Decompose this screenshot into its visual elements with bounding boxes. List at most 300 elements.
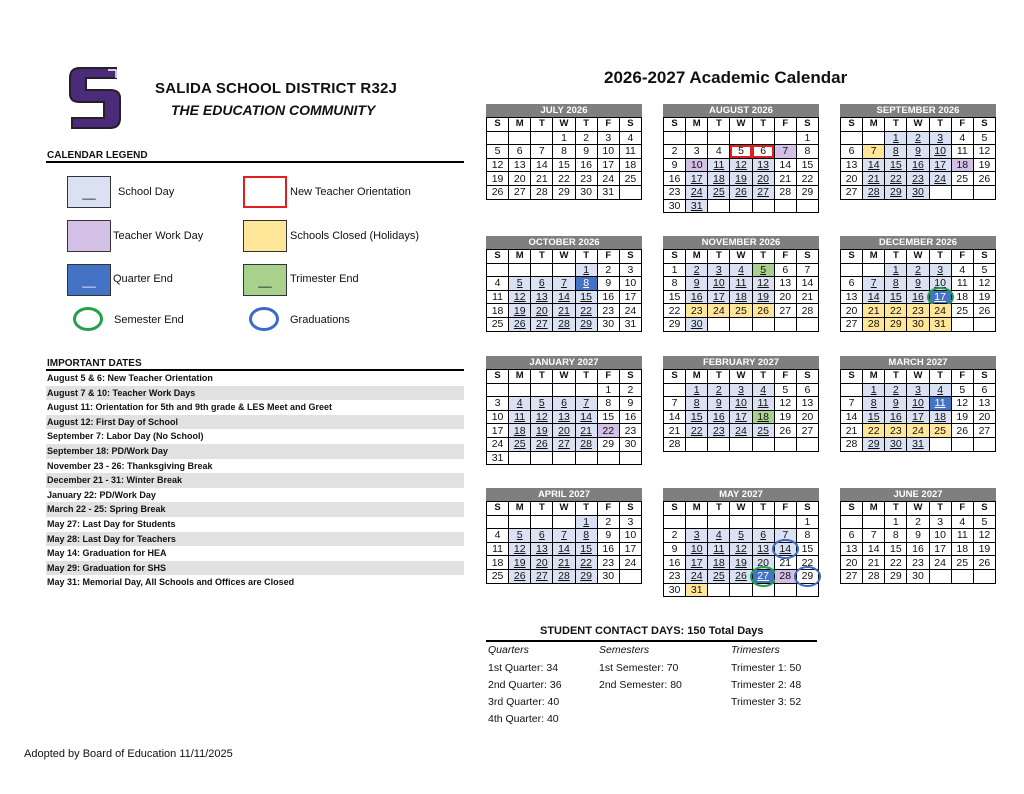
empty-cell <box>619 185 641 199</box>
weekday-header: S <box>973 250 995 264</box>
empty-cell <box>553 515 575 529</box>
empty-cell <box>575 451 597 465</box>
day-cell: 15 <box>863 410 885 424</box>
day-cell: 1 <box>575 515 597 529</box>
day-cell: 5 <box>973 131 995 145</box>
day-cell: 5 <box>509 277 531 291</box>
legend-holiday-swatch <box>243 220 287 252</box>
weekday-header: F <box>597 502 619 516</box>
day-cell: 23 <box>686 304 708 318</box>
day-cell: 24 <box>708 304 730 318</box>
day-cell: 13 <box>752 158 774 172</box>
month-calendar <box>840 488 996 584</box>
empty-cell <box>664 131 686 145</box>
important-date-item: January 22: PD/Work Day <box>47 489 156 500</box>
day-cell: 21 <box>553 556 575 570</box>
day-cell: 8 <box>796 145 818 159</box>
empty-cell <box>730 199 752 213</box>
day-cell: 28 <box>863 317 885 331</box>
legend-quarter-end-label: Quarter End <box>113 273 173 285</box>
weekday-header: W <box>730 118 752 132</box>
important-date-item: August 11: Orientation for 5th and 9th grade & LES Meet and Greet <box>47 402 333 413</box>
legend-trimester-end-swatch: __ <box>243 264 287 296</box>
day-cell: 29 <box>575 317 597 331</box>
day-cell: 14 <box>863 290 885 304</box>
day-cell: 26 <box>531 437 553 451</box>
month-title: MAY 2027 <box>663 488 819 501</box>
weekday-header: S <box>841 370 863 384</box>
day-cell: 12 <box>973 529 995 543</box>
weekday-header: W <box>553 502 575 516</box>
day-cell: 10 <box>597 145 619 159</box>
weekday-header: T <box>885 370 907 384</box>
important-date-item: May 27: Last Day for Students <box>47 518 176 529</box>
empty-cell <box>730 583 752 597</box>
day-cell: 17 <box>597 158 619 172</box>
day-cell: 19 <box>774 410 796 424</box>
important-date-item: September 18: PD/Work Day <box>46 444 464 459</box>
day-cell: 31 <box>907 437 929 451</box>
weekday-header: S <box>841 118 863 132</box>
day-cell: 30 <box>619 437 641 451</box>
month-title: JUNE 2027 <box>840 488 996 501</box>
day-cell: 13 <box>973 397 995 411</box>
important-date-item: May 14: Graduation for HEA <box>47 548 167 559</box>
day-cell: 13 <box>509 158 531 172</box>
weekday-header: S <box>796 118 818 132</box>
empty-cell <box>686 131 708 145</box>
day-cell: 15 <box>575 542 597 556</box>
empty-cell <box>796 317 818 331</box>
day-cell: 22 <box>686 424 708 438</box>
day-cell: 11 <box>619 145 641 159</box>
weekday-header: W <box>553 250 575 264</box>
month-calendar <box>663 488 819 597</box>
district-tagline: THE EDUCATION COMMUNITY <box>171 102 376 118</box>
day-cell: 19 <box>973 542 995 556</box>
day-cell: 1 <box>686 383 708 397</box>
day-cell: 2 <box>575 131 597 145</box>
day-cell: 31 <box>597 185 619 199</box>
weekday-header: W <box>907 118 929 132</box>
day-cell: 20 <box>796 410 818 424</box>
day-cell: 9 <box>907 277 929 291</box>
empty-cell <box>708 583 730 597</box>
day-cell: 11 <box>730 277 752 291</box>
day-cell: 6 <box>841 529 863 543</box>
day-cell: 30 <box>575 185 597 199</box>
day-cell: 26 <box>730 569 752 583</box>
day-cell: 10 <box>730 397 752 411</box>
day-cell: 18 <box>730 290 752 304</box>
empty-cell <box>929 185 951 199</box>
day-cell: 20 <box>752 556 774 570</box>
day-cell: 25 <box>730 304 752 318</box>
day-cell: 6 <box>841 145 863 159</box>
day-cell: 11 <box>487 542 509 556</box>
empty-cell <box>730 437 752 451</box>
day-cell: 3 <box>597 131 619 145</box>
day-cell: 24 <box>929 556 951 570</box>
important-date-item: August 5 & 6: New Teacher Orientation <box>47 373 213 383</box>
day-cell: 15 <box>597 410 619 424</box>
weekday-header: F <box>951 370 973 384</box>
day-cell: 16 <box>597 542 619 556</box>
weekday-header: S <box>841 250 863 264</box>
empty-cell <box>863 263 885 277</box>
month-calendar <box>486 236 642 332</box>
empty-cell <box>730 317 752 331</box>
day-cell: 6 <box>973 383 995 397</box>
empty-cell <box>774 515 796 529</box>
day-cell: 27 <box>973 424 995 438</box>
day-cell: 24 <box>907 424 929 438</box>
day-cell: 19 <box>509 304 531 318</box>
day-cell: 22 <box>796 172 818 186</box>
empty-cell <box>686 437 708 451</box>
day-cell: 30 <box>907 569 929 583</box>
day-cell: 18 <box>487 304 509 318</box>
day-cell: 21 <box>774 556 796 570</box>
weekday-header: F <box>597 250 619 264</box>
empty-cell <box>951 317 973 331</box>
quarter-4: 4th Quarter: 40 <box>488 713 559 725</box>
empty-cell <box>973 437 995 451</box>
day-cell: 3 <box>619 515 641 529</box>
month-calendar <box>840 236 996 332</box>
day-cell: 4 <box>708 529 730 543</box>
legend-quarter-end-swatch: __ <box>67 264 111 296</box>
weekday-header: T <box>531 502 553 516</box>
empty-cell <box>752 317 774 331</box>
weekday-header: W <box>553 118 575 132</box>
weekday-header: T <box>929 250 951 264</box>
day-cell: 23 <box>907 304 929 318</box>
day-cell: 10 <box>929 277 951 291</box>
day-cell: 10 <box>929 529 951 543</box>
empty-cell <box>708 515 730 529</box>
day-cell: 30 <box>885 437 907 451</box>
day-cell: 2 <box>907 515 929 529</box>
day-cell: 16 <box>664 172 686 186</box>
empty-cell <box>796 199 818 213</box>
day-cell: 3 <box>708 263 730 277</box>
empty-cell <box>553 263 575 277</box>
day-cell: 5 <box>487 145 509 159</box>
legend-semester-end-label: Semester End <box>114 314 184 326</box>
day-cell: 17 <box>619 290 641 304</box>
weekday-header: F <box>774 370 796 384</box>
empty-cell <box>509 383 531 397</box>
day-cell: 7 <box>863 529 885 543</box>
day-cell: 19 <box>487 172 509 186</box>
day-cell: 29 <box>885 317 907 331</box>
month-title: OCTOBER 2026 <box>486 236 642 249</box>
empty-cell <box>487 515 509 529</box>
day-cell: 2 <box>664 145 686 159</box>
day-cell: 11 <box>929 397 951 411</box>
day-cell: 15 <box>575 290 597 304</box>
weekday-header: S <box>796 502 818 516</box>
day-cell: 1 <box>575 263 597 277</box>
day-cell: 3 <box>686 529 708 543</box>
weekday-header: S <box>487 502 509 516</box>
weekday-header: T <box>929 118 951 132</box>
weekday-header: F <box>774 502 796 516</box>
day-cell: 7 <box>841 397 863 411</box>
day-cell: 25 <box>951 556 973 570</box>
day-cell: 24 <box>929 304 951 318</box>
trimester-3: Trimester 3: 52 <box>731 696 802 708</box>
day-cell: 14 <box>863 158 885 172</box>
empty-cell <box>553 451 575 465</box>
day-cell: 19 <box>752 290 774 304</box>
empty-cell <box>929 569 951 583</box>
day-cell: 7 <box>863 145 885 159</box>
day-cell: 20 <box>752 172 774 186</box>
day-cell: 16 <box>619 410 641 424</box>
day-cell: 21 <box>531 172 553 186</box>
day-cell: 22 <box>553 172 575 186</box>
day-cell: 2 <box>597 263 619 277</box>
day-cell: 20 <box>531 304 553 318</box>
day-cell: 26 <box>509 569 531 583</box>
empty-cell <box>973 185 995 199</box>
day-cell: 23 <box>664 185 686 199</box>
day-cell: 12 <box>531 410 553 424</box>
day-cell: 15 <box>686 410 708 424</box>
day-cell: 25 <box>619 172 641 186</box>
day-cell: 13 <box>531 290 553 304</box>
day-cell: 28 <box>863 185 885 199</box>
day-cell: 8 <box>863 397 885 411</box>
day-cell: 8 <box>885 529 907 543</box>
day-cell: 28 <box>664 437 686 451</box>
day-cell: 9 <box>885 397 907 411</box>
day-cell: 17 <box>619 542 641 556</box>
day-cell: 31 <box>686 199 708 213</box>
day-cell: 8 <box>575 277 597 291</box>
day-cell: 5 <box>973 263 995 277</box>
day-cell: 13 <box>796 397 818 411</box>
day-cell: 1 <box>796 131 818 145</box>
day-cell: 21 <box>664 424 686 438</box>
day-cell: 18 <box>752 410 774 424</box>
day-cell: 3 <box>929 131 951 145</box>
day-cell: 18 <box>929 410 951 424</box>
day-cell: 28 <box>863 569 885 583</box>
weekday-header: W <box>907 370 929 384</box>
weekday-header: S <box>973 370 995 384</box>
semesters-heading: Semesters <box>599 644 650 656</box>
weekday-header: W <box>907 250 929 264</box>
day-cell: 19 <box>973 158 995 172</box>
empty-cell <box>841 515 863 529</box>
day-cell: 1 <box>664 263 686 277</box>
empty-cell <box>664 515 686 529</box>
day-cell: 8 <box>885 145 907 159</box>
weekday-header: S <box>487 250 509 264</box>
day-cell: 4 <box>951 515 973 529</box>
weekday-header: W <box>730 370 752 384</box>
weekday-header: F <box>774 250 796 264</box>
weekday-header: M <box>863 370 885 384</box>
day-cell: 19 <box>951 410 973 424</box>
day-cell: 20 <box>973 410 995 424</box>
day-cell: 20 <box>509 172 531 186</box>
weekday-header: F <box>597 370 619 384</box>
day-cell: 11 <box>752 397 774 411</box>
day-cell: 4 <box>951 263 973 277</box>
day-cell: 4 <box>951 131 973 145</box>
day-cell: 23 <box>885 424 907 438</box>
day-cell: 2 <box>619 383 641 397</box>
day-cell: 6 <box>841 277 863 291</box>
weekday-header: S <box>487 118 509 132</box>
day-cell: 26 <box>487 185 509 199</box>
day-cell: 4 <box>752 383 774 397</box>
day-cell: 26 <box>509 317 531 331</box>
day-cell: 16 <box>907 158 929 172</box>
empty-cell <box>774 583 796 597</box>
day-cell: 22 <box>575 556 597 570</box>
day-cell: 22 <box>664 304 686 318</box>
day-cell: 11 <box>708 542 730 556</box>
day-cell: 24 <box>686 185 708 199</box>
day-cell: 26 <box>951 424 973 438</box>
day-cell: 22 <box>796 556 818 570</box>
empty-cell <box>509 515 531 529</box>
day-cell: 28 <box>575 437 597 451</box>
day-cell: 21 <box>774 172 796 186</box>
day-cell: 9 <box>907 145 929 159</box>
day-cell: 11 <box>951 277 973 291</box>
day-cell: 12 <box>487 158 509 172</box>
empty-cell <box>841 131 863 145</box>
day-cell: 13 <box>841 542 863 556</box>
day-cell: 22 <box>885 556 907 570</box>
empty-cell <box>752 199 774 213</box>
quarter-2: 2nd Quarter: 36 <box>488 679 562 691</box>
day-cell: 21 <box>863 556 885 570</box>
weekday-header: M <box>686 118 708 132</box>
day-cell: 2 <box>907 263 929 277</box>
day-cell: 7 <box>664 397 686 411</box>
empty-cell <box>708 199 730 213</box>
day-cell: 13 <box>841 290 863 304</box>
weekday-header: S <box>619 250 641 264</box>
semester-1: 1st Semester: 70 <box>599 662 679 674</box>
day-cell: 11 <box>487 290 509 304</box>
day-cell: 9 <box>907 529 929 543</box>
day-cell: 11 <box>708 158 730 172</box>
legend-trimester-end-label: Trimester End <box>290 273 359 285</box>
day-cell: 6 <box>531 529 553 543</box>
day-cell: 10 <box>619 529 641 543</box>
legend-holiday-label: Schools Closed (Holidays) <box>290 230 419 242</box>
day-cell: 6 <box>509 145 531 159</box>
day-cell: 24 <box>487 437 509 451</box>
day-cell: 7 <box>553 529 575 543</box>
day-cell: 12 <box>774 397 796 411</box>
day-cell: 14 <box>553 290 575 304</box>
semester-2: 2nd Semester: 80 <box>599 679 682 691</box>
day-cell: 16 <box>575 158 597 172</box>
day-cell: 28 <box>531 185 553 199</box>
day-cell: 16 <box>907 290 929 304</box>
day-cell: 18 <box>509 424 531 438</box>
day-cell: 7 <box>531 145 553 159</box>
day-cell: 9 <box>619 397 641 411</box>
day-cell: 19 <box>531 424 553 438</box>
day-cell: 15 <box>796 158 818 172</box>
weekday-header: T <box>575 502 597 516</box>
day-cell: 23 <box>597 304 619 318</box>
day-cell: 2 <box>907 131 929 145</box>
day-cell: 31 <box>619 317 641 331</box>
day-cell: 9 <box>597 277 619 291</box>
weekday-header: S <box>841 502 863 516</box>
day-cell: 20 <box>841 556 863 570</box>
weekday-header: S <box>619 370 641 384</box>
day-cell: 16 <box>664 556 686 570</box>
day-cell: 2 <box>597 515 619 529</box>
weekday-header: M <box>863 502 885 516</box>
day-cell: 17 <box>929 290 951 304</box>
day-cell: 25 <box>708 569 730 583</box>
day-cell: 10 <box>619 277 641 291</box>
day-cell: 12 <box>752 277 774 291</box>
day-cell: 24 <box>619 556 641 570</box>
legend-new-teacher-swatch <box>243 176 287 208</box>
day-cell: 26 <box>774 424 796 438</box>
legend-teacher-work-label: Teacher Work Day <box>113 230 204 242</box>
day-cell: 24 <box>686 569 708 583</box>
month-title: SEPTEMBER 2026 <box>840 104 996 117</box>
empty-cell <box>730 131 752 145</box>
weekday-header: S <box>664 502 686 516</box>
empty-cell <box>973 569 995 583</box>
day-cell: 31 <box>929 317 951 331</box>
day-cell: 30 <box>597 569 619 583</box>
weekday-header: T <box>708 370 730 384</box>
day-cell: 10 <box>686 158 708 172</box>
day-cell: 17 <box>487 424 509 438</box>
day-cell: 2 <box>664 529 686 543</box>
day-cell: 13 <box>531 542 553 556</box>
empty-cell <box>708 437 730 451</box>
month-calendar <box>663 236 819 332</box>
day-cell: 17 <box>929 542 951 556</box>
empty-cell <box>774 317 796 331</box>
day-cell: 8 <box>664 277 686 291</box>
day-cell: 12 <box>509 542 531 556</box>
month-calendar <box>840 356 996 452</box>
day-cell: 28 <box>774 185 796 199</box>
day-cell: 14 <box>531 158 553 172</box>
day-cell: 29 <box>796 185 818 199</box>
empty-cell <box>597 451 619 465</box>
empty-cell <box>686 515 708 529</box>
day-cell: 21 <box>863 304 885 318</box>
day-cell: 10 <box>487 410 509 424</box>
day-cell: 2 <box>686 263 708 277</box>
day-cell: 27 <box>553 437 575 451</box>
day-cell: 30 <box>597 317 619 331</box>
empty-cell <box>774 437 796 451</box>
empty-cell <box>752 515 774 529</box>
empty-cell <box>796 437 818 451</box>
